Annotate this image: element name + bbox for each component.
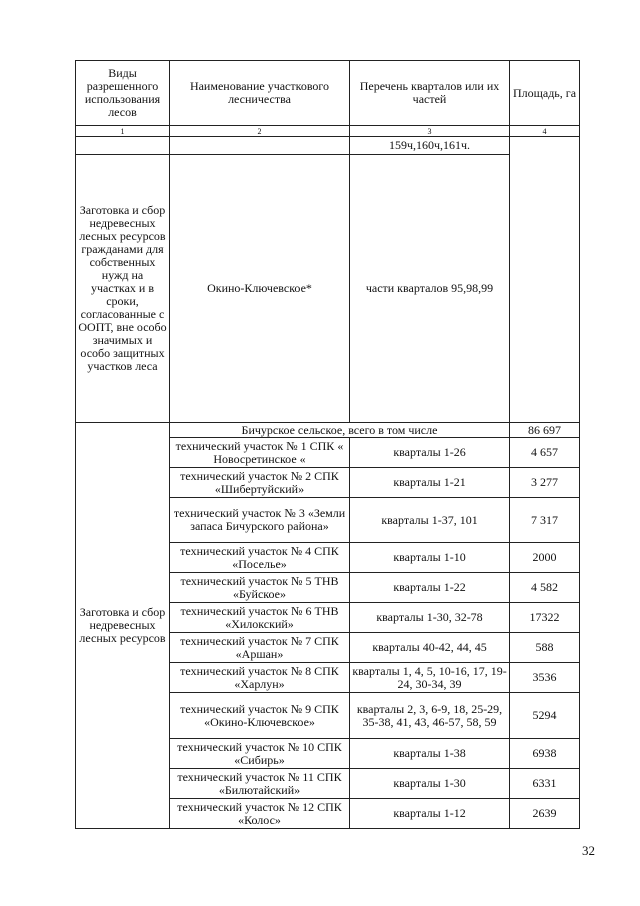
header-quarters: Перечень кварталов или их частей — [350, 61, 510, 126]
column-number: 4 — [510, 126, 580, 137]
area-cell: 7 317 — [510, 498, 580, 543]
section-b-total-row — [76, 423, 580, 438]
forestry-cell: технический участок № 1 СПК « Новосретинское « — [170, 438, 350, 468]
forestry-cell: технический участок № 8 СПК «Харлун» — [170, 663, 350, 693]
forestry-cell: технический участок № 2 СПК «Шибертуйский» — [170, 468, 350, 498]
column-numbers-row — [76, 126, 580, 137]
header-row — [76, 61, 580, 126]
forestry-cell: технический участок № 9 СПК «Окино-Ключевское» — [170, 693, 350, 739]
forestry-cell: технический участок № 3 «Земли запаса Бичурского района» — [170, 498, 350, 543]
quarters-cell: кварталы 40-42, 44, 45 — [350, 633, 510, 663]
quarters-cell: кварталы 1-21 — [350, 468, 510, 498]
forestry-cell: технический участок № 5 ТНВ «Буйское» — [170, 573, 350, 603]
column-number: 2 — [170, 126, 350, 137]
quarters-cell: кварталы 1-37, 101 — [350, 498, 510, 543]
quarters-cell: кварталы 1-30, 32-78 — [350, 603, 510, 633]
empty-cell — [170, 137, 350, 155]
forestry-cell: технический участок № 6 ТНВ «Хилокский» — [170, 603, 350, 633]
forestry-cell: технический участок № 4 СПК «Поселье» — [170, 543, 350, 573]
column-number: 1 — [76, 126, 170, 137]
area-cell: 2000 — [510, 543, 580, 573]
use-type-cell: Заготовка и сбор недревесных лесных ресурсов гражданами для собственных нужд на участках и в сроки, согласованные с ООПТ, вне особо значимых и особо защитных участков леса — [76, 155, 170, 423]
area-cell: 6938 — [510, 739, 580, 769]
column-number: 3 — [350, 126, 510, 137]
continuation-row — [76, 137, 580, 155]
quarters-cell: кварталы 1, 4, 5, 10-16, 17, 19-24, 30-34, 39 — [350, 663, 510, 693]
forestry-cell: технический участок № 12 СПК «Колос» — [170, 799, 350, 829]
continued-quarters: 159ч,160ч,161ч. — [350, 137, 510, 155]
header-use-type: Виды разрешенного использования лесов — [76, 61, 170, 126]
quarters-cell: кварталы 1-30 — [350, 769, 510, 799]
page-number: 32 — [582, 843, 595, 858]
quarters-cell: части кварталов 95,98,99 — [350, 155, 510, 423]
forestry-cell: технический участок № 7 СПК «Аршан» — [170, 633, 350, 663]
table-body — [76, 61, 580, 829]
empty-area-cell — [510, 137, 580, 423]
area-cell: 4 582 — [510, 573, 580, 603]
section-a-row — [76, 155, 580, 423]
forest-use-table — [75, 60, 580, 829]
area-cell: 588 — [510, 633, 580, 663]
header-area: Площадь, га — [510, 61, 580, 126]
total-label: Бичурское сельское, всего в том числе — [170, 423, 510, 438]
area-cell: 3 277 — [510, 468, 580, 498]
header-forestry: Наименование участкового лесничества — [170, 61, 350, 126]
quarters-cell: кварталы 1-10 — [350, 543, 510, 573]
area-cell: 3536 — [510, 663, 580, 693]
forestry-cell: технический участок № 10 СПК «Сибирь» — [170, 739, 350, 769]
area-cell: 6331 — [510, 769, 580, 799]
quarters-cell: кварталы 2, 3, 6-9, 18, 25-29, 35-38, 41, 43, 46-57, 58, 59 — [350, 693, 510, 739]
quarters-cell: кварталы 1-26 — [350, 438, 510, 468]
forestry-cell: Окино-Ключевское* — [170, 155, 350, 423]
empty-cell — [76, 137, 170, 155]
quarters-cell: кварталы 1-38 — [350, 739, 510, 769]
quarters-cell: кварталы 1-22 — [350, 573, 510, 603]
area-cell: 17322 — [510, 603, 580, 633]
forestry-cell: технический участок № 11 СПК «Билютайский» — [170, 769, 350, 799]
use-type-cell: Заготовка и сбор недревесных лесных ресурсов — [76, 423, 170, 829]
area-cell: 5294 — [510, 693, 580, 739]
quarters-cell: кварталы 1-12 — [350, 799, 510, 829]
total-area: 86 697 — [510, 423, 580, 438]
area-cell: 2639 — [510, 799, 580, 829]
area-cell: 4 657 — [510, 438, 580, 468]
